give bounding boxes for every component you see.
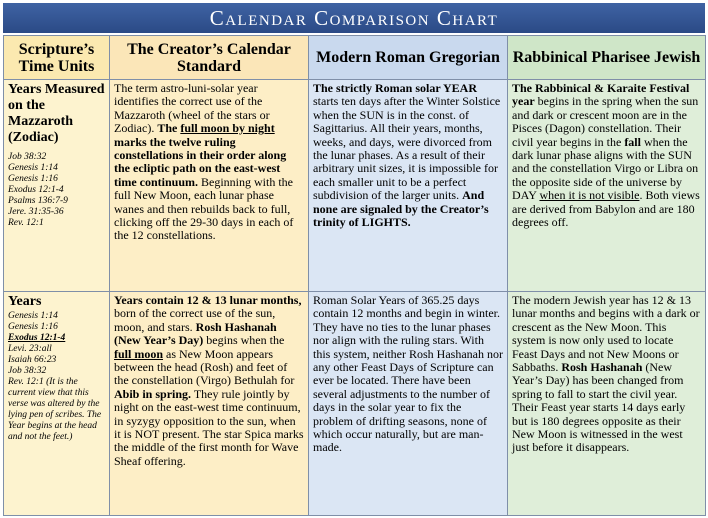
text-run: (New Year’s Day) has been changed from spring to fall to start the civil year. Their Feast year starts 14 days early but is 180 degrees opposite as their New Moon is witnessed in the west just before it disappears. <box>512 360 686 455</box>
ref-item: Isaiah 66:23 <box>8 355 57 365</box>
text-run: The modern Jewish year has 12 & 13 lunar months and begins with a dark or crescent as the New Moon. This system is now only used to locate Feast Days and not New Moons or Sabbaths. <box>512 293 700 375</box>
text-run: Rosh Hashanah <box>561 360 643 375</box>
text-run: when the dark lunar phase aligns with the SUN and the constellation Virgo or Libra on the opposite side of the universe by DAY <box>512 134 699 203</box>
text-run: Beginning with the full New Moon, each lunar phase wanes and then rebuilds back to full, clicking off the 29-30 days in each of the 12 constellations. <box>114 174 294 243</box>
text-run: . Both views are derived from Babylon and are 180 degrees off. <box>512 188 700 230</box>
ref-item: Jere. 31:35-36 <box>8 207 64 217</box>
chart-title: Calendar Comparison Chart <box>3 3 705 33</box>
cell-creator-months <box>110 292 309 516</box>
ref-item: Exodus 12:1-4 <box>8 333 66 343</box>
ref-item: Levi. 23:all <box>8 344 52 354</box>
ref-item: Genesis 1:16 <box>8 322 58 332</box>
cell-jewish-year <box>508 80 706 292</box>
text-run: Abib in spring. <box>114 386 192 401</box>
text-run: The term astro-luni-solar year identifies the correct use of the Mazzaroth (wheel of the stars or Zodiac). <box>114 81 270 136</box>
text-run: They rule jointly by night on the east-west time continuum, in syzygy opposition to the sun, when it is NOT present. The star Spica marks the middle of the first month for Wave Sheaf offering. <box>114 386 304 468</box>
text-run: fall <box>624 134 641 149</box>
ref-item: Exodus 12:1-4 <box>8 185 64 195</box>
header-rabbinical-jewish: Rabbinical Pharisee Jewish <box>508 36 706 80</box>
cell-roman-year <box>309 80 508 292</box>
ref-item: Genesis 1:16 <box>8 174 58 184</box>
unit-title: Years Measured on the Mazzaroth (Zodiac) <box>8 82 105 145</box>
text-run: Years contain 12 & 13 lunar months, <box>114 293 302 307</box>
ref-item: Genesis 1:14 <box>8 311 58 321</box>
ref-item: Rev. 12:1 <box>8 218 44 228</box>
ref-item: Job 38:32 <box>8 366 47 376</box>
cell-roman-months <box>309 292 508 516</box>
text-run: marks the twelve ruling constellations in their order along the ecliptic path on the east-west time continuum. <box>114 134 287 189</box>
text-run: Roman Solar Years of 365.25 days contain 12 months and begin in winter. They have no ties to the lunar phases nor align with the ruling stars. With this system, neither Rosh Hashanah nor any other Feast Days of Scripture can ever be located. There have been several adjustments to the number of days in the solar year to fix the problem of drifting seasons, none of which occur naturally, but are man-made. <box>313 293 503 455</box>
text-run: full moon by night <box>180 121 275 136</box>
scripture-refs <box>8 311 105 443</box>
text-run: The Rabbinical & Karaite Festival year <box>512 81 690 109</box>
text-run: begins in the spring when the sun and dark or crescent moon are in the Pisces (Dagon) constellation. Their civil year begins in the <box>512 94 699 149</box>
table-row <box>4 80 706 292</box>
header-roman-gregorian: Modern Roman Gregorian <box>309 36 508 80</box>
unit-title: Years <box>8 294 42 309</box>
ref-item: Genesis 1:14 <box>8 163 58 173</box>
scripture-refs <box>8 152 105 229</box>
cell-jewish-months <box>508 292 706 516</box>
text-run: The strictly Roman solar YEAR <box>313 81 477 95</box>
header-row <box>4 36 706 80</box>
comparison-table <box>3 35 706 516</box>
table-row <box>4 292 706 516</box>
ref-item: Psalms 136:7-9 <box>8 196 68 206</box>
header-scripture-time-units: Scripture’s Time Units <box>4 36 110 80</box>
cell-creator-year <box>110 80 309 292</box>
text-run: starts ten days after the Winter Solstice when the SUN is in the const. of Sagittarius. All their years, months, weeks, and days, were divorced from the lunar phases. As a result of their arbitrary unit sizes, it is impossible for each smaller unit to be a perfect subdivision of the larger units. <box>313 94 501 203</box>
ref-item: Rev. 12:1 (It is the current view that this verse was altered by the lying pen of scribes. The Year begins at the head and not the feet.) <box>8 377 102 442</box>
text-run: begins when the <box>203 333 285 348</box>
text-run: full moon <box>114 346 164 361</box>
text-run: born of the correct use of the sun, moon, and stars. <box>114 306 276 334</box>
text-run: The <box>157 121 181 136</box>
text-run: And none are signaled by the Creator’s trinity of LIGHTS. <box>313 188 489 230</box>
cell-years <box>4 292 110 516</box>
text-run: as New Moon appears between the head (Rosh) and feet of the constellation (Virgo) Bethulah for <box>114 346 295 388</box>
cell-years-measured <box>4 80 110 292</box>
header-creator-calendar: The Creator’s Calendar Standard <box>110 36 309 80</box>
text-run: when it is not visible <box>539 188 640 203</box>
ref-item: Job 38:32 <box>8 152 47 162</box>
text-run: Rosh Hashanah (New Year’s Day) <box>114 319 277 348</box>
